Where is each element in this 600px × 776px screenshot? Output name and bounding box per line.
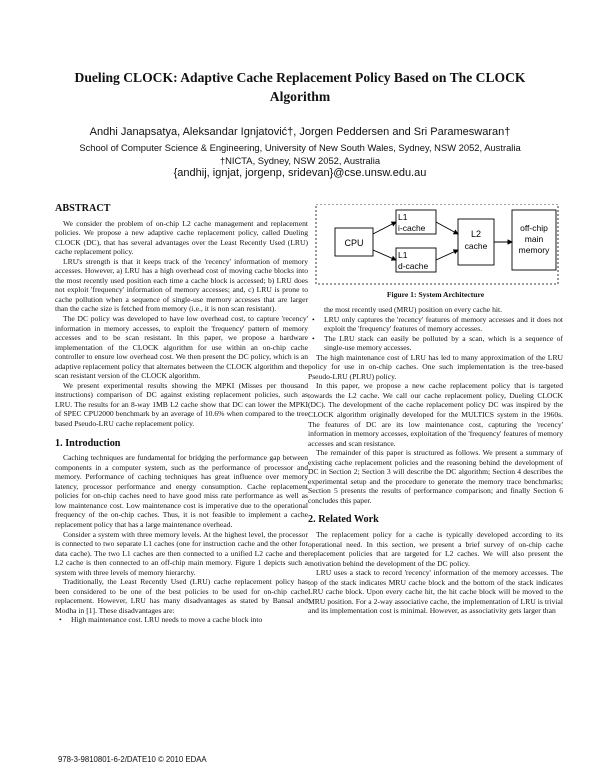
body-paragraph: The remainder of this paper is structured as follows. We present a summary of existing cache replacement policies and the reasoning behind the development of DC in Section 2; Section 3 will describe the DC algorithm; Section 4 describes the experimental setup and the procedure to generate the memory trace benchmarks; Section 5 presents the results of performance comparison; and finally Section 6 concludes this paper.	[308, 448, 563, 505]
abstract-paragraph: The DC policy was developed to have low overhead cost, to capture 'recency' information in memory accesses, to exploit the 'frequency' pattern of memory accesses and to be scan resistant. In this paper, we propose a hardware implementation of the CLOCK algorithm for use within an on-chip cache controller to ensure low overhead cost. We then present the DC policy, which is an adaptive replacement policy that alternates between the CLOCK algorithm and the scan resistant version of the CLOCK algorithm.	[55, 314, 308, 381]
author-emails: {andhij, ignjat, jorgenp, sridevan}@cse.unsw.edu.au	[173, 167, 427, 179]
right-column	[308, 305, 563, 616]
l2-label-2: cache	[464, 241, 488, 251]
abstract-paragraph: We present experimental results showing the MPKI (Misses per thousand instructions) comparison of DC against existing replacement policies, such as LRU. The results for an 8-way 1MB L2 cache show that DC can lower the MPKI of SPEC CPU2000 benchmark by an average of 10.6% when compared to the tree based Pseudo-LRU cache replacement policy.	[55, 380, 308, 429]
introduction-heading: 1. Introduction	[55, 437, 121, 449]
memory-label-2: main	[524, 234, 544, 244]
abstract-paragraph: We consider the problem of on-chip L2 cache management and replacement policies. We propose a new adaptive cache replacement policy, called Dueling CLOCK (DC), that has several advantages over the Least Recently Used (LRU) cache replacement policy.	[55, 218, 308, 257]
intro-bullet-text: High maintenance cost. LRU needs to move a cache block into	[71, 615, 263, 625]
l1-dcache-label-1: L1	[398, 250, 408, 260]
memory-label-1: off-chip	[520, 223, 548, 233]
related-work-heading: 2. Related Work	[308, 514, 379, 526]
bullet-dot: •	[59, 615, 62, 625]
right-bullet	[308, 334, 563, 353]
l1d-l2-link	[436, 250, 458, 260]
intro-paragraph: Traditionally, the Least Recently Used (LRU) cache replacement policy has been considered to be one of the best policies to be used for on-chip cache replacement. However, LRU has many disadvantages as stated by Bansal and Modha in [1]. These disadvantages are:	[55, 577, 308, 615]
left-column	[55, 204, 308, 625]
related-paragraph: LRU uses a stack to record 'recency' information of the memory accesses. The top of the stack indicates MRU cache block and the bottom of the stack indicates LRU cache block. Upon every cache hit, the hit cache block will be moved to the MRU position. For a 2-way associative cache, the implementation of LRU is trivial and its implementation cost is minimal. However, as associativity gets larger than	[308, 568, 563, 616]
intro-bullet	[55, 615, 308, 625]
right-bullet	[308, 315, 563, 334]
body-paragraph: In this paper, we propose a new cache replacement policy that is targeted towards the L2 cache. We call our cache replacement policy, Dueling CLOCK (DC). The development of the cache replacement policy DC was inspired by the CLOCK algorithm originally developed for the MULTICS system in the 1960s. The features of DC are its low maintenance cost, capturing the 'recency' information in memory accesses, exploitation of the 'frequency' features of memory accesses and scan resistance.	[308, 381, 563, 448]
affiliation-2: †NICTA, Sydney, NSW 2052, Australia	[219, 155, 381, 166]
title-line-1: Dueling CLOCK: Adaptive Cache Replacement Policy Based on The CLOCK	[74, 70, 526, 85]
abstract-heading: ABSTRACT	[55, 203, 111, 214]
system-architecture-figure	[308, 204, 563, 304]
l1-icache-label-1: L1	[398, 212, 408, 222]
paper-title	[40, 68, 560, 106]
body-paragraph: The high maintenance cost of LRU has led to many approximation of the LRU policy for use in on-chip caches. One such implementation is the tree-based Pseudo-LRU (PLRU) policy.	[308, 352, 563, 381]
cpu-l1d-link	[373, 250, 396, 260]
l2-label-1: L2	[470, 229, 482, 239]
affiliation-1: School of Computer Science & Engineering, University of New South Wales, Sydney, NSW 2052, Australia	[79, 142, 521, 153]
cpu-l1i-link	[373, 222, 396, 234]
authors: Andhi Janapsatya, Aleksandar Ignjatović†, Jorgen Peddersen and Sri Parameswaran†	[89, 126, 511, 138]
title-line-2: Algorithm	[269, 89, 331, 104]
abstract-paragraph: LRU's strength is that it keeps track of the 'recency' information of memory accesses. However, a) LRU has a high overhead cost of moving cache blocks into the most recently used position each time a cache block is accessed; b) LRU does not exploit 'frequency' information of memory accesses; and, c) LRU is prone to cache pollution when a sequence of single-use memory accesses that are larger than the cache size is fetched from memory (i.e., it is non scan resistant).	[55, 256, 308, 314]
l1-icache-label-2: i-cache	[398, 223, 426, 233]
cpu-label: CPU	[344, 238, 364, 248]
footer-copyright: 978-3-9810801-6-2/DATE10 © 2010 EDAA	[58, 755, 207, 764]
l1-dcache-label-2: d-cache	[398, 261, 429, 271]
right-bullet-text: LRU only captures the 'recency' features of memory accesses and it does not exploit the 'frequency' features of memory accesses.	[324, 314, 563, 334]
bullet-continuation: the most recently used (MRU) position on every cache hit.	[324, 305, 502, 314]
figure-caption: Figure 1: System Architecture	[386, 290, 485, 299]
l1i-l2-link	[436, 222, 458, 234]
intro-paragraph: Caching techniques are fundamental for bridging the performance gap between components in a computer system, such as the performance of processor and memory. Performance of caching techniques has great influence over memory latency, processor performance and energy consumption. Cache replacement policies for on-chip caches need to have good miss rate performance as well as low maintenance cost. Low maintenance cost is imperative due to the operational frequency of the on-chip caches. Thus, it is not feasible to implement a cache replacement policy that has a large maintenance overhead.	[55, 453, 308, 529]
bullet-dot: •	[312, 333, 315, 343]
related-paragraph: The replacement policy for a cache is typically developed according to its operational need. In this section, we present a brief survey of on-chip cache replacement policies that are targeted for L2 caches. We will also present the motivation behind the development of the DC policy.	[308, 530, 563, 568]
bullet-dot: •	[312, 314, 315, 324]
intro-paragraph: Consider a system with three memory levels. At the highest level, the processor is connected to two separate L1 caches (one for instruction cache and the other for data cache). The two L1 caches are then connected to a unified L2 cache and the L2 cache is then connected to an off-chip main memory. Figure 1 depicts such a system with three levels of memory hierarchy.	[55, 529, 308, 577]
memory-label-3: memory	[518, 245, 550, 255]
right-bullet-text: The LRU stack can easily be polluted by a scan, which is a sequence of single-use memory accesses.	[324, 333, 563, 353]
